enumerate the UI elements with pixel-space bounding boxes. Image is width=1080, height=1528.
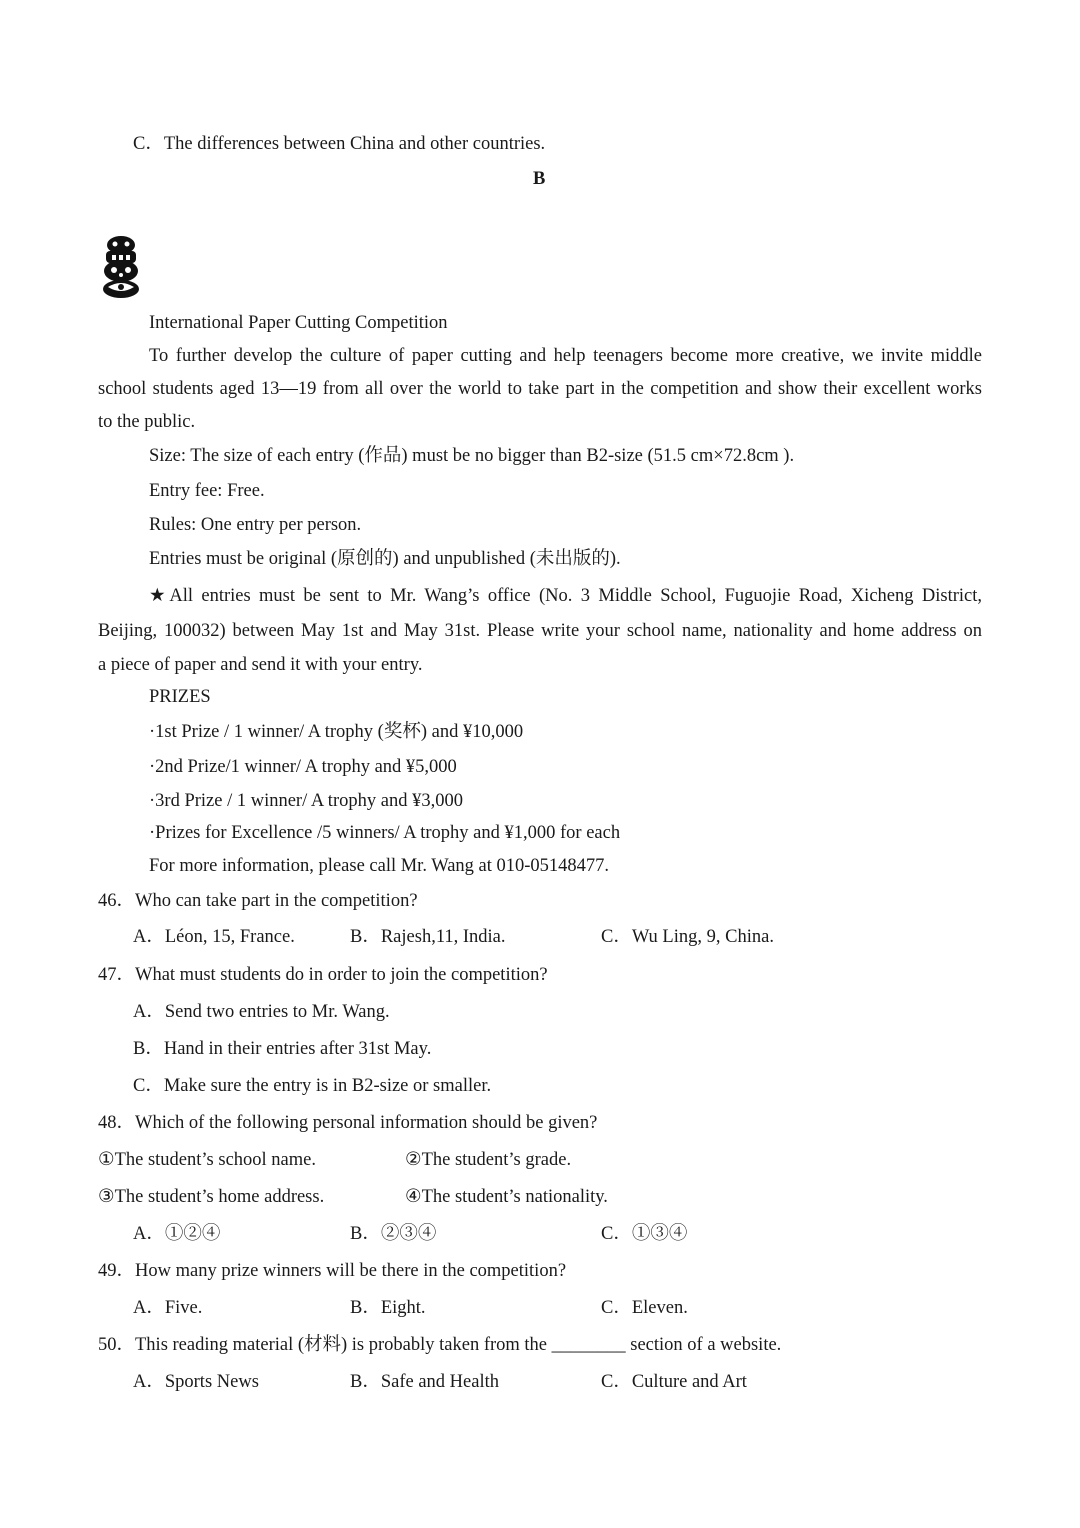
passage-title: International Paper Cutting Competition <box>149 313 448 333</box>
prize-excellence: ·Prizes for Excellence /5 winners/ A trophy and ¥1,000 for each <box>149 823 621 843</box>
submission-line-3: a piece of paper and send it with your entry. <box>98 655 423 675</box>
question-46: 46．Who can take part in the competition? <box>98 891 418 911</box>
question-49: 49．How many prize winners will be there in the competition? <box>98 1261 567 1281</box>
q46-option-c: C．Wu Ling, 9, China. <box>601 927 774 947</box>
submission-line-1: ★All entries must be sent to Mr. Wang’s office (No. 3 Middle School, Fuguojie Road, Xicheng District, <box>149 586 982 606</box>
q46-option-a: A．Léon, 15, France. <box>133 927 295 947</box>
q48-item-1: ①The student’s school name. <box>98 1150 316 1170</box>
size-rule: Size: The size of each entry (作品) must be no bigger than B2-size (51.5 cm×72.8cm ). <box>149 446 795 466</box>
question-47: 47．What must students do in order to join the competition? <box>98 965 548 985</box>
q48-item-2: ②The student’s grade. <box>405 1150 572 1170</box>
intro-line-1: To further develop the culture of paper cutting and help teenagers become more creative, we invite middle <box>149 346 982 366</box>
intro-line-2: school students aged 13—19 from all over the world to take part in the competition and show their excellent works <box>98 379 982 399</box>
paper-cutting-image <box>100 235 142 299</box>
q46-option-b: B．Rajesh,11, India. <box>350 927 506 947</box>
contact-info: For more information, please call Mr. Wang at 010-05148477. <box>149 856 610 876</box>
previous-option-c: C．The differences between China and other countries. <box>133 134 546 154</box>
q49-option-b: B．Eight. <box>350 1298 426 1318</box>
q50-option-b: B．Safe and Health <box>350 1372 499 1392</box>
q48-option-b: B．②③④ <box>350 1224 437 1244</box>
intro-line-3: to the public. <box>98 412 196 432</box>
prizes-heading: PRIZES <box>149 687 211 707</box>
q47-option-a: A．Send two entries to Mr. Wang. <box>133 1002 390 1022</box>
q48-item-3: ③The student’s home address. <box>98 1187 325 1207</box>
q49-option-a: A．Five. <box>133 1298 203 1318</box>
q50-option-c: C．Culture and Art <box>601 1372 747 1392</box>
q48-option-a: A．①②④ <box>133 1224 221 1244</box>
q48-option-c: C．①③④ <box>601 1224 688 1244</box>
question-48: 48．Which of the following personal information should be given? <box>98 1113 598 1133</box>
q47-option-b: B．Hand in their entries after 31st May. <box>133 1039 432 1059</box>
q48-item-4: ④The student’s nationality. <box>405 1187 608 1207</box>
q50-option-a: A．Sports News <box>133 1372 259 1392</box>
rules: Rules: One entry per person. <box>149 515 362 535</box>
entry-fee: Entry fee: Free. <box>149 481 265 501</box>
originality-rule: Entries must be original (原创的) and unpublished (未出版的). <box>149 549 621 569</box>
submission-line-2: Beijing, 100032) between May 1st and May 31st. Please write your school name, nationality and home address on <box>98 621 982 641</box>
prize-first: ·1st Prize / 1 winner/ A trophy (奖杯) and ¥10,000 <box>149 722 524 742</box>
q47-option-c: C．Make sure the entry is in B2-size or smaller. <box>133 1076 492 1096</box>
question-50: 50．This reading material (材料) is probably taken from the ________ section of a website. <box>98 1335 782 1355</box>
q49-option-c: C．Eleven. <box>601 1298 688 1318</box>
prize-second: ·2nd Prize/1 winner/ A trophy and ¥5,000 <box>149 757 457 777</box>
prize-third: ·3rd Prize / 1 winner/ A trophy and ¥3,000 <box>149 791 463 811</box>
section-label: B <box>533 169 546 189</box>
